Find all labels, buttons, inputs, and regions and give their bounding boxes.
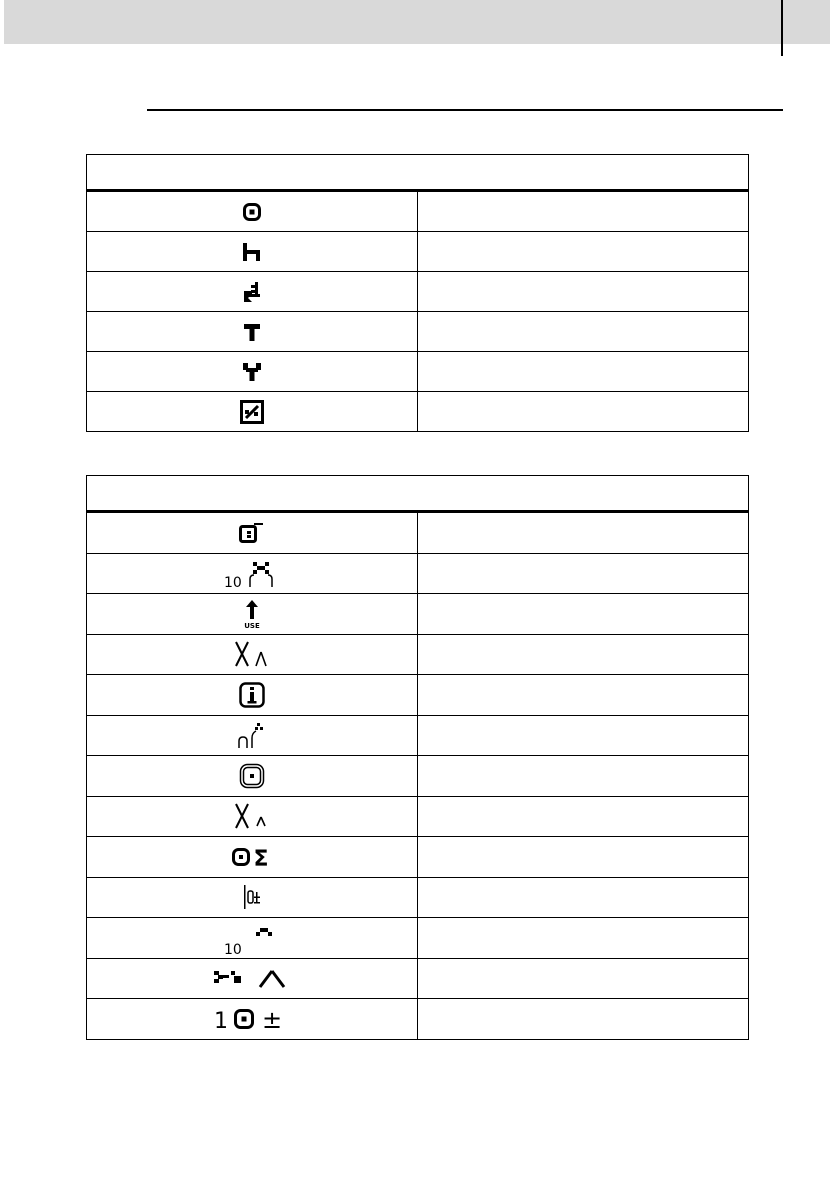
target-ring-icon xyxy=(243,203,261,221)
table-row xyxy=(87,958,749,999)
symbol-table-2 xyxy=(86,475,749,1040)
table-row xyxy=(87,918,749,959)
page-edge-marker xyxy=(781,0,783,56)
description-cell xyxy=(418,594,749,635)
description-cell xyxy=(418,918,749,959)
use-label: USE xyxy=(244,621,260,629)
table-row xyxy=(87,877,749,918)
description-cell xyxy=(418,958,749,999)
arrow-fork-icon xyxy=(243,282,261,302)
description-cell xyxy=(418,232,749,272)
table-row xyxy=(87,594,749,635)
ten-label: 10 xyxy=(224,941,242,954)
device-tab-icon xyxy=(239,522,265,544)
description-cell xyxy=(418,512,749,554)
table-2-header xyxy=(87,476,749,512)
description-cell xyxy=(418,715,749,756)
section-rule xyxy=(147,109,783,111)
ten-arch-icon xyxy=(220,922,284,954)
description-cell xyxy=(418,634,749,675)
dash-caret-icon xyxy=(212,966,292,990)
symbol-cell xyxy=(87,352,418,392)
t-shape-icon xyxy=(243,323,261,341)
table-row xyxy=(87,191,749,232)
table-row xyxy=(87,999,749,1040)
table-row xyxy=(87,553,749,594)
ten-fork-icon xyxy=(220,557,284,589)
description-cell xyxy=(418,796,749,837)
symbol-cell xyxy=(87,999,418,1040)
description-cell xyxy=(418,877,749,918)
one-label: 1 xyxy=(214,1008,228,1032)
symbol-cell xyxy=(87,512,418,554)
description-cell xyxy=(418,191,749,232)
symbol-cell xyxy=(87,634,418,675)
symbol-cell xyxy=(87,312,418,352)
table-row xyxy=(87,675,749,716)
description-cell xyxy=(418,392,749,432)
description-cell xyxy=(418,675,749,716)
use-arrow-icon xyxy=(240,599,264,629)
table-row xyxy=(87,392,749,432)
x-peak-icon xyxy=(234,640,270,668)
symbol-cell xyxy=(87,594,418,635)
symbol-cell xyxy=(87,715,418,756)
page-header-band xyxy=(4,0,830,44)
symbol-cell xyxy=(87,837,418,878)
x-caret-icon xyxy=(234,802,270,830)
description-cell xyxy=(418,999,749,1040)
description-cell xyxy=(418,272,749,312)
symbol-cell xyxy=(87,958,418,999)
symbol-cell xyxy=(87,392,418,432)
table-row xyxy=(87,232,749,272)
table-1-header xyxy=(87,155,749,191)
table-row xyxy=(87,756,749,797)
symbol-cell xyxy=(87,918,418,959)
symbol-cell xyxy=(87,191,418,232)
description-cell xyxy=(418,837,749,878)
plusminus-label: ± xyxy=(261,1005,283,1032)
dot-ring-icon xyxy=(239,763,265,789)
sigma-label: Σ xyxy=(253,846,269,868)
description-cell xyxy=(418,756,749,797)
symbol-cell xyxy=(87,553,418,594)
ten-label: 10 xyxy=(224,575,242,590)
table-row xyxy=(87,634,749,675)
table-row xyxy=(87,715,749,756)
table-row xyxy=(87,312,749,352)
description-cell xyxy=(418,553,749,594)
curve-flag-icon xyxy=(236,721,268,749)
table-row xyxy=(87,352,749,392)
table-row xyxy=(87,837,749,878)
bar-plus-icon xyxy=(241,883,263,911)
one-ring-plusminus-icon xyxy=(212,1006,292,1032)
info-box-icon xyxy=(239,682,265,708)
symbol-table-1 xyxy=(86,154,749,432)
ring-sigma-icon xyxy=(232,846,272,868)
step-bracket-icon xyxy=(242,243,262,261)
table-row xyxy=(87,272,749,312)
slash-box-icon xyxy=(240,400,264,424)
symbol-cell xyxy=(87,756,418,797)
table-row xyxy=(87,512,749,554)
y-shape-icon xyxy=(242,363,262,381)
symbol-cell xyxy=(87,796,418,837)
symbol-cell xyxy=(87,877,418,918)
table-row xyxy=(87,796,749,837)
symbol-cell xyxy=(87,675,418,716)
description-cell xyxy=(418,312,749,352)
symbol-cell xyxy=(87,232,418,272)
symbol-cell xyxy=(87,272,418,312)
description-cell xyxy=(418,352,749,392)
